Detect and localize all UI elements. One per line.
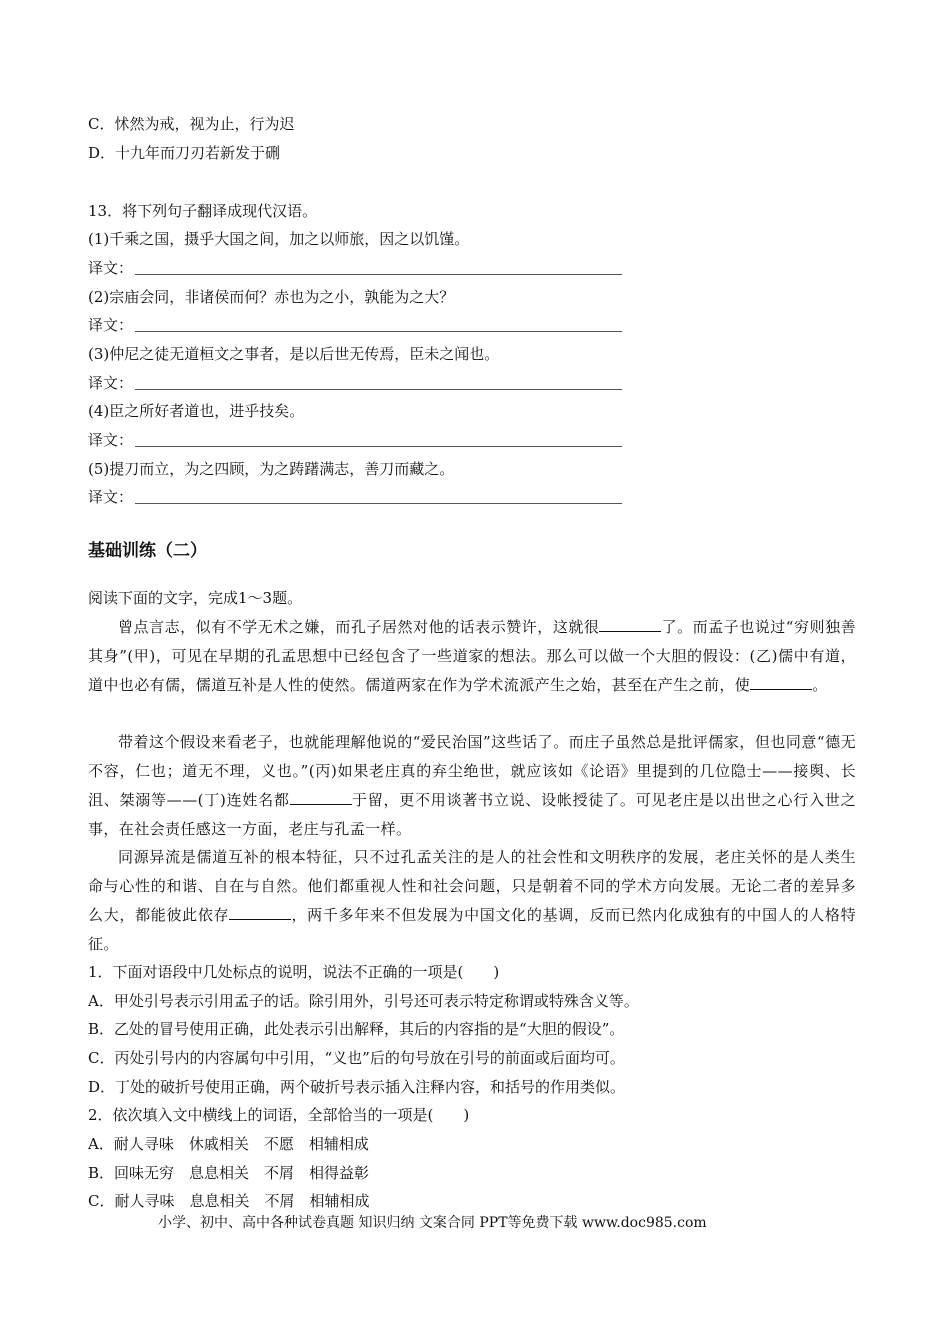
q13-sentence-3: (3)仲尼之徒无道桓文之事者，是以后世无传焉，臣未之闻也。 xyxy=(88,345,500,363)
reading-intro: 阅读下面的文字，完成1～3题。 xyxy=(88,589,303,607)
passage-paragraph-3: 同源异流是儒道互补的根本特征，只不过孔孟关注的是人的社会性和文明秩序的发展，老庄关怀的是人类生命与心性的和谐、自在与自然。他们都重视人性和社会问题，只是朝着不同的学术方向发展。无论二者的差异多么大，都能彼此依存 ，两千多年来不但发展为中国文化的基调，反而已然内化成独有的中国人的人格特征。 xyxy=(88,848,856,953)
q13-translation-1 xyxy=(88,258,868,278)
q1-option-d: D．丁处的破折号使用正确，两个破折号表示插入注释内容，和括号的作用类似。 xyxy=(88,1078,626,1096)
translation-label: 译文： xyxy=(88,488,134,506)
option-c-line: C．怵然为戒，视为止，行为迟 xyxy=(88,115,295,133)
passage-paragraph-2: 带着这个假设来看老子，也就能理解他说的“爱民治国”这些话了。而庄子虽然总是批评儒家，但也同意“德无不容，仁也；道无不理，义也。”(丙)如果老庄真的弃尘绝世，就应该如《论语》里提到的几位隐士——接舆、长沮、桀溺等——(丁)连姓名都 于留，更不用谈著书立说、设帐授徒了。可见老庄是以出世之心行入世之事，在社会责任感这一方面，老庄与孔孟一样。 xyxy=(88,733,856,838)
q13-translation-5 xyxy=(88,487,868,507)
q1-option-a: A．甲处引号表示引用孟子的话。除引用外，引号还可表示特定称谓或特殊含义等。 xyxy=(88,992,639,1010)
answer-line xyxy=(135,503,622,504)
q1-option-b: B．乙处的冒号使用正确，此处表示引出解释，其后的内容指的是“大胆的假设”。 xyxy=(88,1020,625,1038)
q1-option-c: C．丙处引号内的内容属句中引用，“义也”后的句号放在引号的前面或后面均可。 xyxy=(88,1049,625,1067)
q13-translation-4 xyxy=(88,430,868,450)
passage-paragraph-1: 曾点言志，似有不学无术之嫌，而孔子居然对他的话表示赞许，这就很 了。而孟子也说过“穷则独善其身”(甲)，可见在早期的孔孟思想中已经包含了一些道家的想法。那么可以做一个大胆的假设：(乙)儒中有道，道中也必有儒，儒道互补是人性的使然。儒道两家在作为学术流派产生之始，甚至在产生之前，使 。 xyxy=(88,613,856,700)
fill-blank xyxy=(750,673,812,690)
fill-blank xyxy=(599,615,661,632)
q13-translation-3 xyxy=(88,373,868,393)
fill-blank xyxy=(229,903,291,920)
question-1-stem: 1．下面对语段中几处标点的说明，说法不正确的一项是( ) xyxy=(88,963,500,981)
answer-line xyxy=(135,446,622,447)
answer-line xyxy=(135,331,622,332)
translation-label: 译文： xyxy=(88,374,134,392)
answer-line xyxy=(135,274,622,275)
q2-option-c: C．耐人寻味 息息相关 不屑 相辅相成 xyxy=(88,1192,370,1210)
q13-sentence-1: (1)千乘之国，摄乎大国之间，加之以师旅，因之以饥馑。 xyxy=(88,230,470,248)
answer-line xyxy=(135,389,622,390)
q2-option-a: A．耐人寻味 休戚相关 不愿 相辅相成 xyxy=(88,1135,369,1153)
q13-sentence-2: (2)宗庙会同，非诸侯而何？赤也为之小，孰能为之大？ xyxy=(88,288,455,306)
question-13-stem: 13．将下列句子翻译成现代汉语。 xyxy=(88,202,318,220)
section-title: 基础训练（二） xyxy=(88,541,207,561)
question-2-stem: 2．依次填入文中横线上的词语，全部恰当的一项是( ) xyxy=(88,1106,470,1124)
q13-translation-2 xyxy=(88,315,868,335)
q13-sentence-4: (4)臣之所好者道也，进乎技矣。 xyxy=(88,402,305,420)
translation-label: 译文： xyxy=(88,431,134,449)
fill-blank xyxy=(290,788,352,805)
translation-label: 译文： xyxy=(88,316,134,334)
translation-label: 译文： xyxy=(88,259,134,277)
q2-option-b: B．回味无穷 息息相关 不屑 相得益彰 xyxy=(88,1164,370,1182)
option-d-line: D．十九年而刀刃若新发于硎 xyxy=(88,144,281,162)
page-footer: 小学、初中、高中各种试卷真题 知识归纳 文案合同 PPT等免费下载 www.doc985.com xyxy=(158,1215,707,1231)
q13-sentence-5: (5)提刀而立，为之四顾，为之踌躇满志，善刀而藏之。 xyxy=(88,460,455,478)
